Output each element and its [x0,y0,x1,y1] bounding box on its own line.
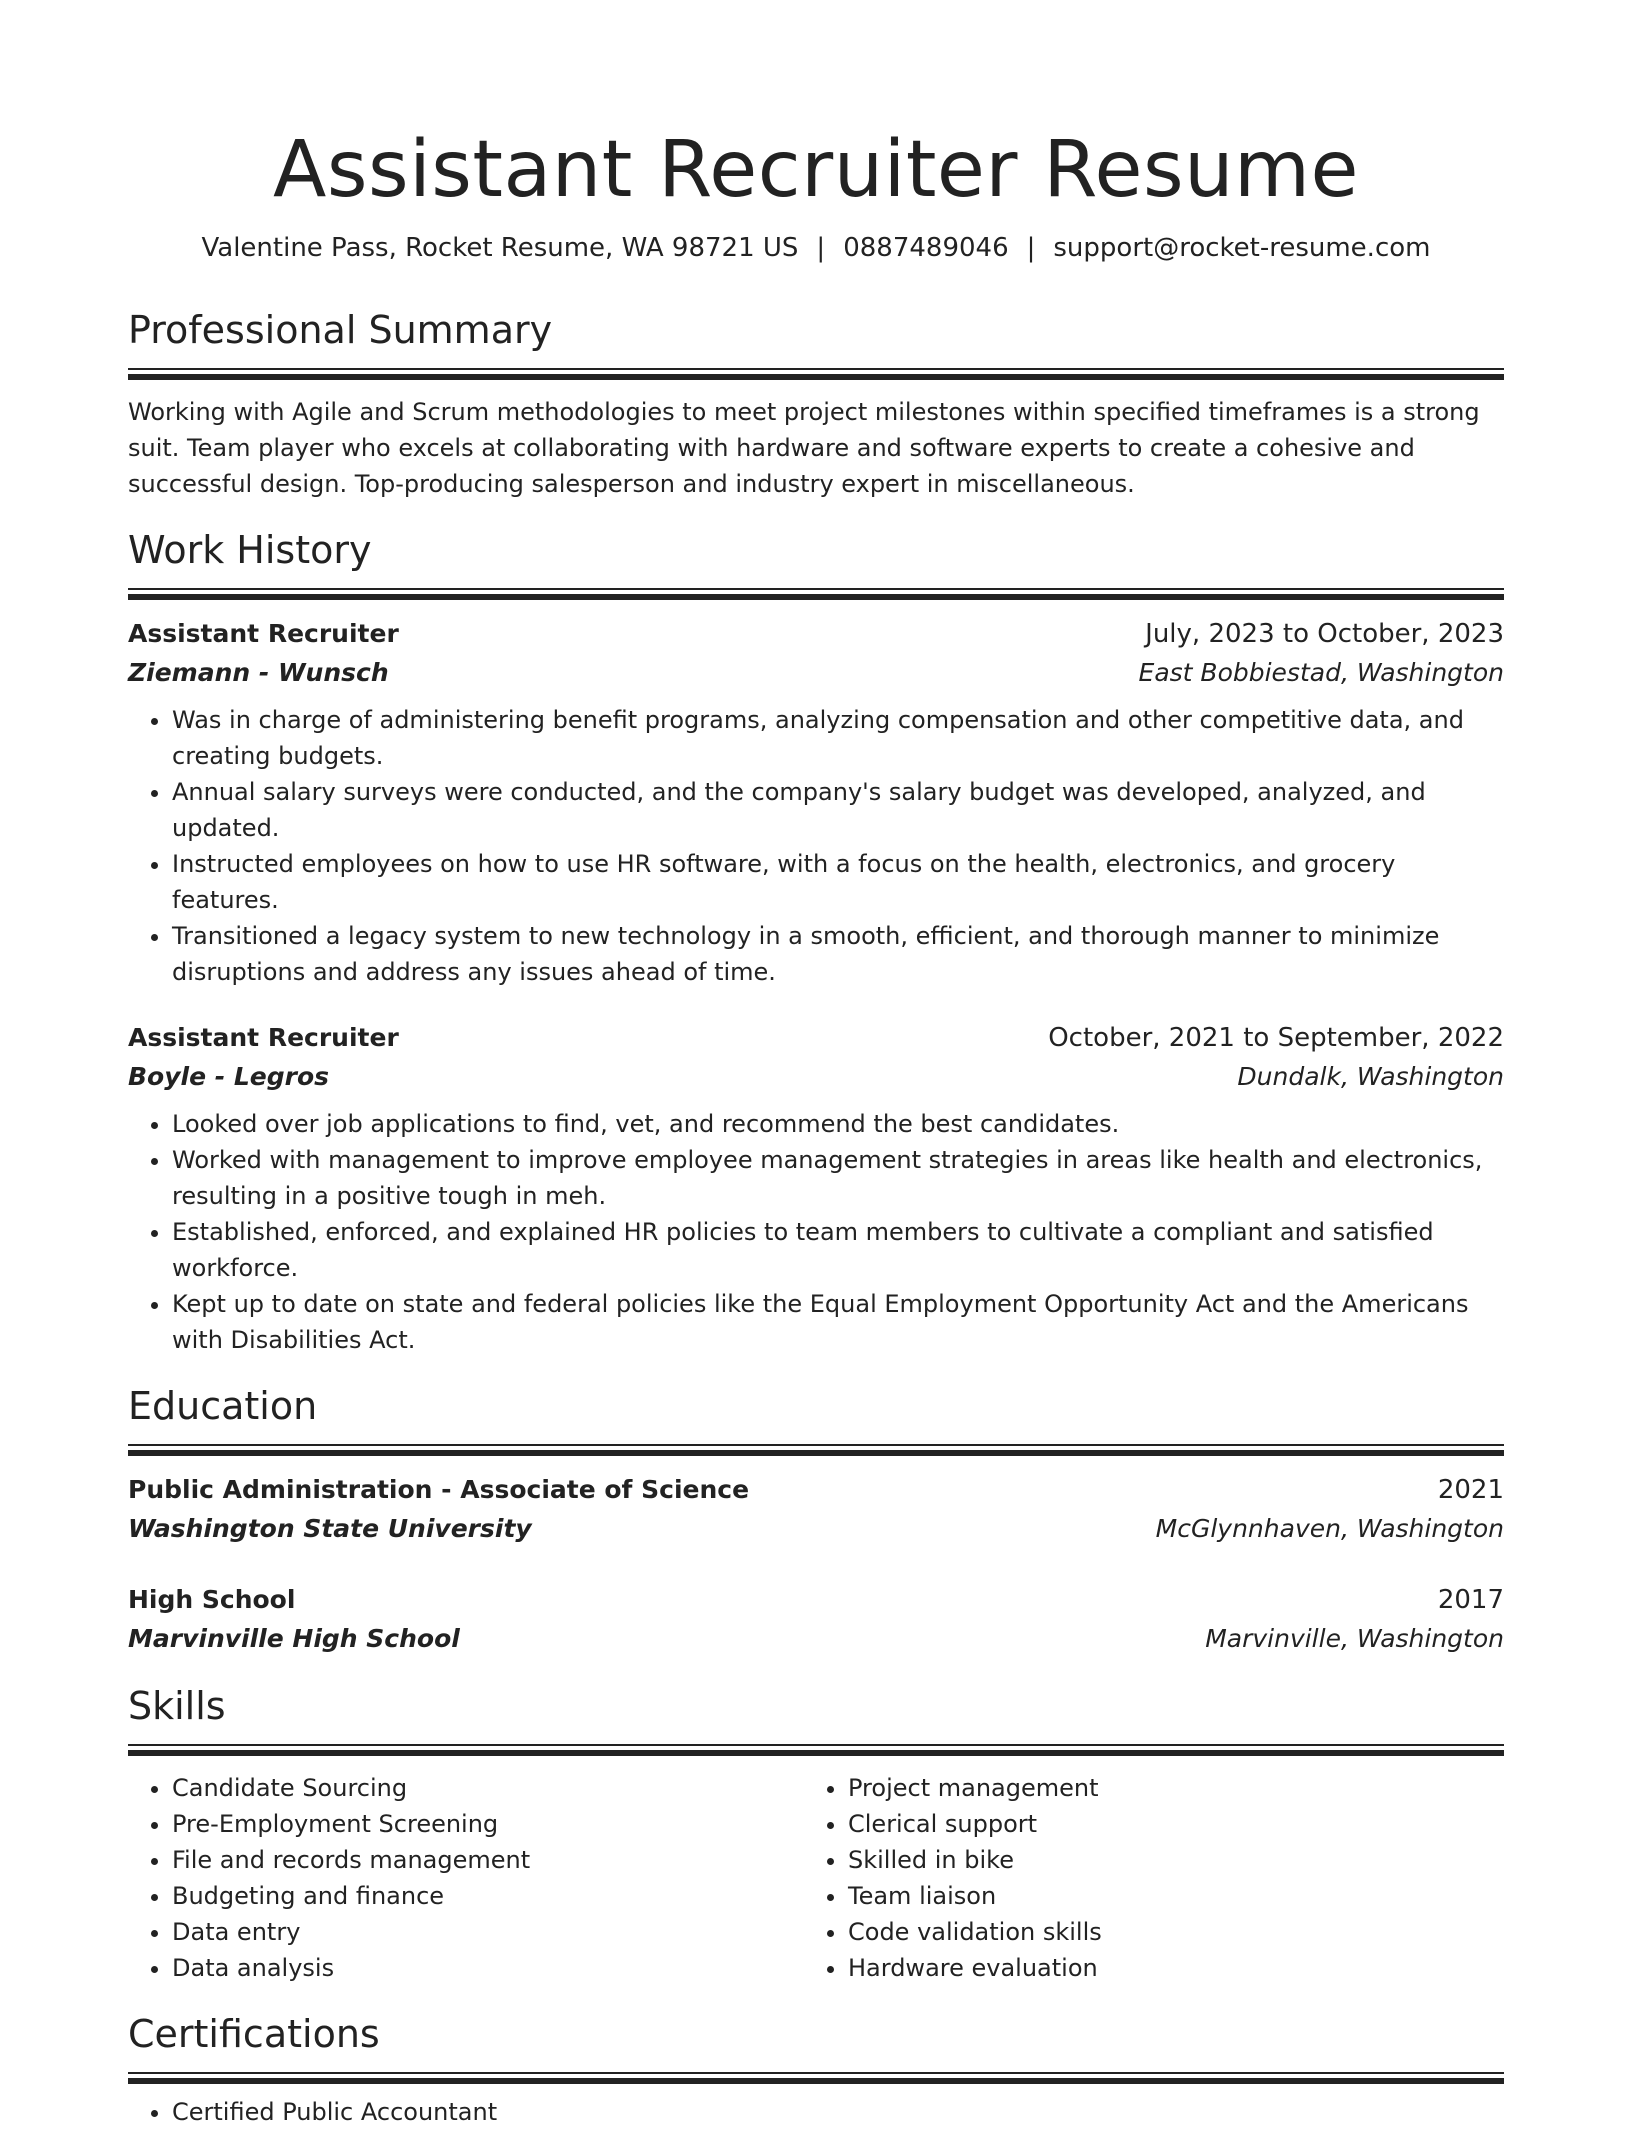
job-duty: • Looked over job applications to find, vet, and recommend the best candidates. [172,1106,1504,1142]
skill-item: • Candidate Sourcing [172,1770,804,1806]
skill-item: • Data entry [172,1914,804,1950]
certifications-section [128,2010,1504,2130]
certifications-list [128,2094,1504,2130]
skill-item: • Data analysis [172,1950,804,1986]
skills-section [128,1682,1504,1986]
section-heading-certifications: Certifications [128,2012,380,2056]
certification-item: • Certified Public Accountant [172,2094,1504,2130]
education-degree: High School [128,1585,296,1614]
job-duty: • Annual salary surveys were conducted, and the company's salary budget was developed, analyzed, and updated. [172,774,1504,846]
contact-separator: | [1026,233,1036,263]
job-dates: October, 2021 to September, 2022 [1048,1023,1504,1053]
section-heading-education: Education [128,1384,318,1428]
education-location: Marvinville, Washington [1205,1624,1504,1653]
section-divider [128,1744,1504,1756]
summary-section [128,306,1504,502]
section-heading-work-history: Work History [128,528,372,572]
skill-item: • Hardware evaluation [848,1950,1480,1986]
job-title: Assistant Recruiter [128,1023,399,1052]
job-duty: • Instructed employees on how to use HR software, with a focus on the health, electronics, and grocery features. [172,846,1504,918]
skill-item: • Team liaison [848,1878,1480,1914]
contact-separator: | [816,233,826,263]
job-duties-list [128,702,1504,990]
job-duty: • Was in charge of administering benefit programs, analyzing compensation and other competitive data, and creating budgets. [172,702,1504,774]
skill-item: • File and records management [172,1842,804,1878]
job-location: Dundalk, Washington [1237,1062,1504,1091]
skill-item: • Code validation skills [848,1914,1480,1950]
skill-item: • Project management [848,1770,1480,1806]
education-entry [128,1580,1504,1658]
job-duty: • Worked with management to improve employee management strategies in areas like health and electronics, resulting in a positive tough in meh. [172,1142,1504,1214]
section-divider [128,588,1504,600]
job-duties-list [128,1106,1504,1358]
skill-item: • Pre-Employment Screening [172,1806,804,1842]
job-company: Ziemann - Wunsch [128,658,389,687]
education-year: 2017 [1437,1585,1504,1615]
skills-list-left [128,1770,804,1986]
job-title: Assistant Recruiter [128,619,399,648]
work-history-section [128,526,1504,1358]
education-degree: Public Administration - Associate of Science [128,1475,750,1504]
job-entry [128,1018,1504,1358]
skill-item: • Clerical support [848,1806,1480,1842]
job-entry [128,614,1504,990]
skills-columns [128,1770,1504,1986]
section-divider [128,368,1504,380]
section-divider [128,1444,1504,1456]
section-heading-skills: Skills [128,1684,226,1728]
skill-item: • Budgeting and finance [172,1878,804,1914]
job-duty: • Established, enforced, and explained HR policies to team members to cultivate a compliant and satisfied workforce. [172,1214,1504,1286]
contact-phone: 0887489046 [843,233,1009,263]
job-duty: • Transitioned a legacy system to new technology in a smooth, efficient, and thorough manner to minimize disruptions and address any issues ahead of time. [172,918,1504,990]
skill-item: • Skilled in bike [848,1842,1480,1878]
job-location: East Bobbiestad, Washington [1138,658,1504,687]
education-section [128,1382,1504,1658]
summary-text: Working with Agile and Scrum methodologies to meet project milestones within specified timeframes is a strong suit. Team player who excels at collaborating with hardware and software experts to create a cohesive and successful design. Top-producing salesperson and industry expert in miscellaneous. [128,398,1480,498]
skills-list-right [804,1770,1480,1986]
education-school: Marvinville High School [128,1624,460,1653]
contact-email: support@rocket-resume.com [1053,233,1431,263]
contact-line [128,230,1504,266]
job-company: Boyle - Legros [128,1062,330,1091]
education-year: 2021 [1437,1475,1504,1505]
job-dates: July, 2023 to October, 2023 [1145,619,1504,649]
section-divider [128,2072,1504,2084]
education-location: McGlynnhaven, Washington [1155,1514,1504,1543]
resume-title: Assistant Recruiter Resume [272,125,1360,215]
contact-address: Valentine Pass, Rocket Resume, WA 98721 US [201,233,799,263]
section-heading-summary: Professional Summary [128,308,553,352]
job-duty: • Kept up to date on state and federal policies like the Equal Employment Opportunity Act and the Americans with Disabilities Act. [172,1286,1504,1358]
education-entry [128,1470,1504,1548]
resume-page [128,0,1504,2130]
education-school: Washington State University [128,1514,532,1543]
